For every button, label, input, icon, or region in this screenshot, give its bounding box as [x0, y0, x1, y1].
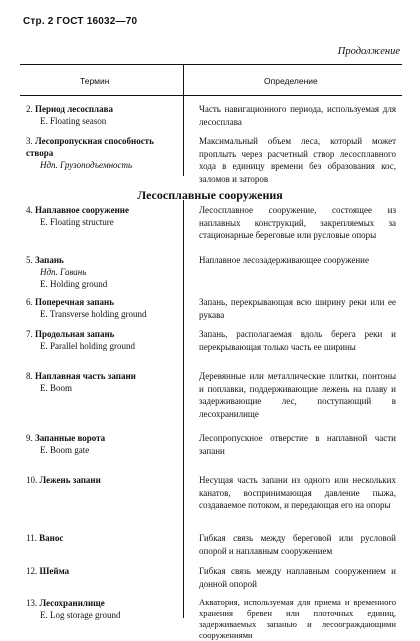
term-entry: [26, 254, 176, 290]
term-entry: [26, 532, 176, 544]
term-english: E. Floating structure: [40, 217, 114, 227]
continued-label: Продолжение: [337, 46, 400, 57]
term-entry: [26, 328, 176, 352]
definition-text: Гибкая связь между береговой или русловой опорой и наплавным сооружением: [199, 533, 396, 556]
term-title: Ванос: [39, 533, 64, 543]
term-entry: [26, 103, 176, 127]
term-entry: [26, 204, 176, 228]
term-entry: [26, 565, 176, 577]
term-title: Продольная запань: [35, 329, 115, 339]
column-header-definition: Определение: [264, 76, 318, 86]
term-english: E. Boom: [40, 383, 73, 393]
term-english: E. Parallel holding ground: [40, 341, 135, 351]
term-title: Наплавная часть запани: [35, 371, 136, 381]
column-header-term: Термин: [80, 76, 110, 86]
section-title: Лесосплавные сооружения: [137, 188, 283, 202]
term-entry: [26, 296, 176, 320]
definition-text: Лесопропускное отверстие в наплавной части запани: [199, 433, 396, 456]
entry-number: 6.: [26, 297, 33, 307]
term-title: Лежень запани: [39, 475, 101, 485]
entry-number: 12.: [26, 566, 38, 576]
table-header-rule: [20, 95, 402, 96]
term-entry: [26, 474, 176, 486]
term-english: E. Floating season: [40, 116, 107, 126]
entry-number: 4.: [26, 205, 33, 215]
table-top-rule: [20, 64, 402, 65]
entry-number: 3.: [26, 136, 33, 146]
definition-text: Часть навигационного периода, используемая для лесосплава: [199, 104, 396, 127]
term-title: Запань: [35, 255, 64, 265]
column-divider-bottom: [183, 200, 184, 618]
definition-text: Деревянные или металлические плитки, понтоны и поплавки, поддерживающие лежень на плаву и задерживающие лес, поступающий в лесохранилище: [199, 371, 396, 419]
definition-text: Максимальный объем леса, который может проплыть через расчетный створ лесосплавного хода в единицу времени без образования кос, заломов и заторов: [199, 136, 396, 184]
page-header: Стр. 2 ГОСТ 16032—70: [23, 16, 138, 27]
definition-text: Гибкая связь между наплавным сооружением и донной опорой: [199, 566, 396, 589]
definition-text: Несущая часть запани из одного или нескольких канатов, воспринимающая давление пыжа, создаваемое потоком, и передающая его на опоры: [199, 475, 396, 510]
term-non-recommended: Ндп. Гавань: [40, 267, 87, 277]
term-entry: [26, 432, 176, 456]
term-english: E. Log storage ground: [40, 610, 121, 620]
entry-number: 10.: [26, 475, 38, 485]
term-english: E. Boom gate: [40, 445, 90, 455]
term-english: E. Holding ground: [40, 279, 108, 289]
entry-number: 9.: [26, 433, 33, 443]
definition-text: Акватория, используемая для приема и временного хранения бревен или плоточных единиц, задерживаемых запанью и лесоограждающими сооружениями: [199, 597, 396, 640]
term-title: Наплавное сооружение: [35, 205, 129, 215]
column-divider-top: [183, 64, 184, 176]
term-entry: [26, 370, 176, 394]
term-non-recommended: Ндп. Грузоподъемность: [40, 160, 133, 170]
term-title: Поперечная запань: [35, 297, 114, 307]
entry-number: 7.: [26, 329, 33, 339]
term-title: Лесопропускная способность створа: [26, 136, 154, 158]
term-entry: [26, 135, 176, 171]
term-title: Период лесосплава: [35, 104, 113, 114]
definition-text: Лесосплавное сооружение, состоящее из наплавных конструкций, закрепляемых за стационарные береговые или русловые опоры: [199, 205, 396, 240]
definition-text: Наплавное лесозадерживающее сооружение: [199, 255, 369, 265]
term-title: Шейма: [39, 566, 70, 576]
entry-number: 2.: [26, 104, 33, 114]
entry-number: 5.: [26, 255, 33, 265]
entry-number: 13.: [26, 598, 38, 608]
term-english: E. Transverse holding ground: [40, 309, 147, 319]
definition-text: Запань, перекрывающая всю ширину реки или ее рукава: [199, 297, 396, 320]
entry-number: 8.: [26, 371, 33, 381]
term-title: Запанные ворота: [35, 433, 106, 443]
term-entry: [26, 597, 176, 621]
definition-text: Запань, располагаемая вдоль берега реки и перекрывающая только часть ее ширины: [199, 329, 396, 352]
term-title: Лесохранилище: [39, 598, 105, 608]
entry-number: 11.: [26, 533, 37, 543]
